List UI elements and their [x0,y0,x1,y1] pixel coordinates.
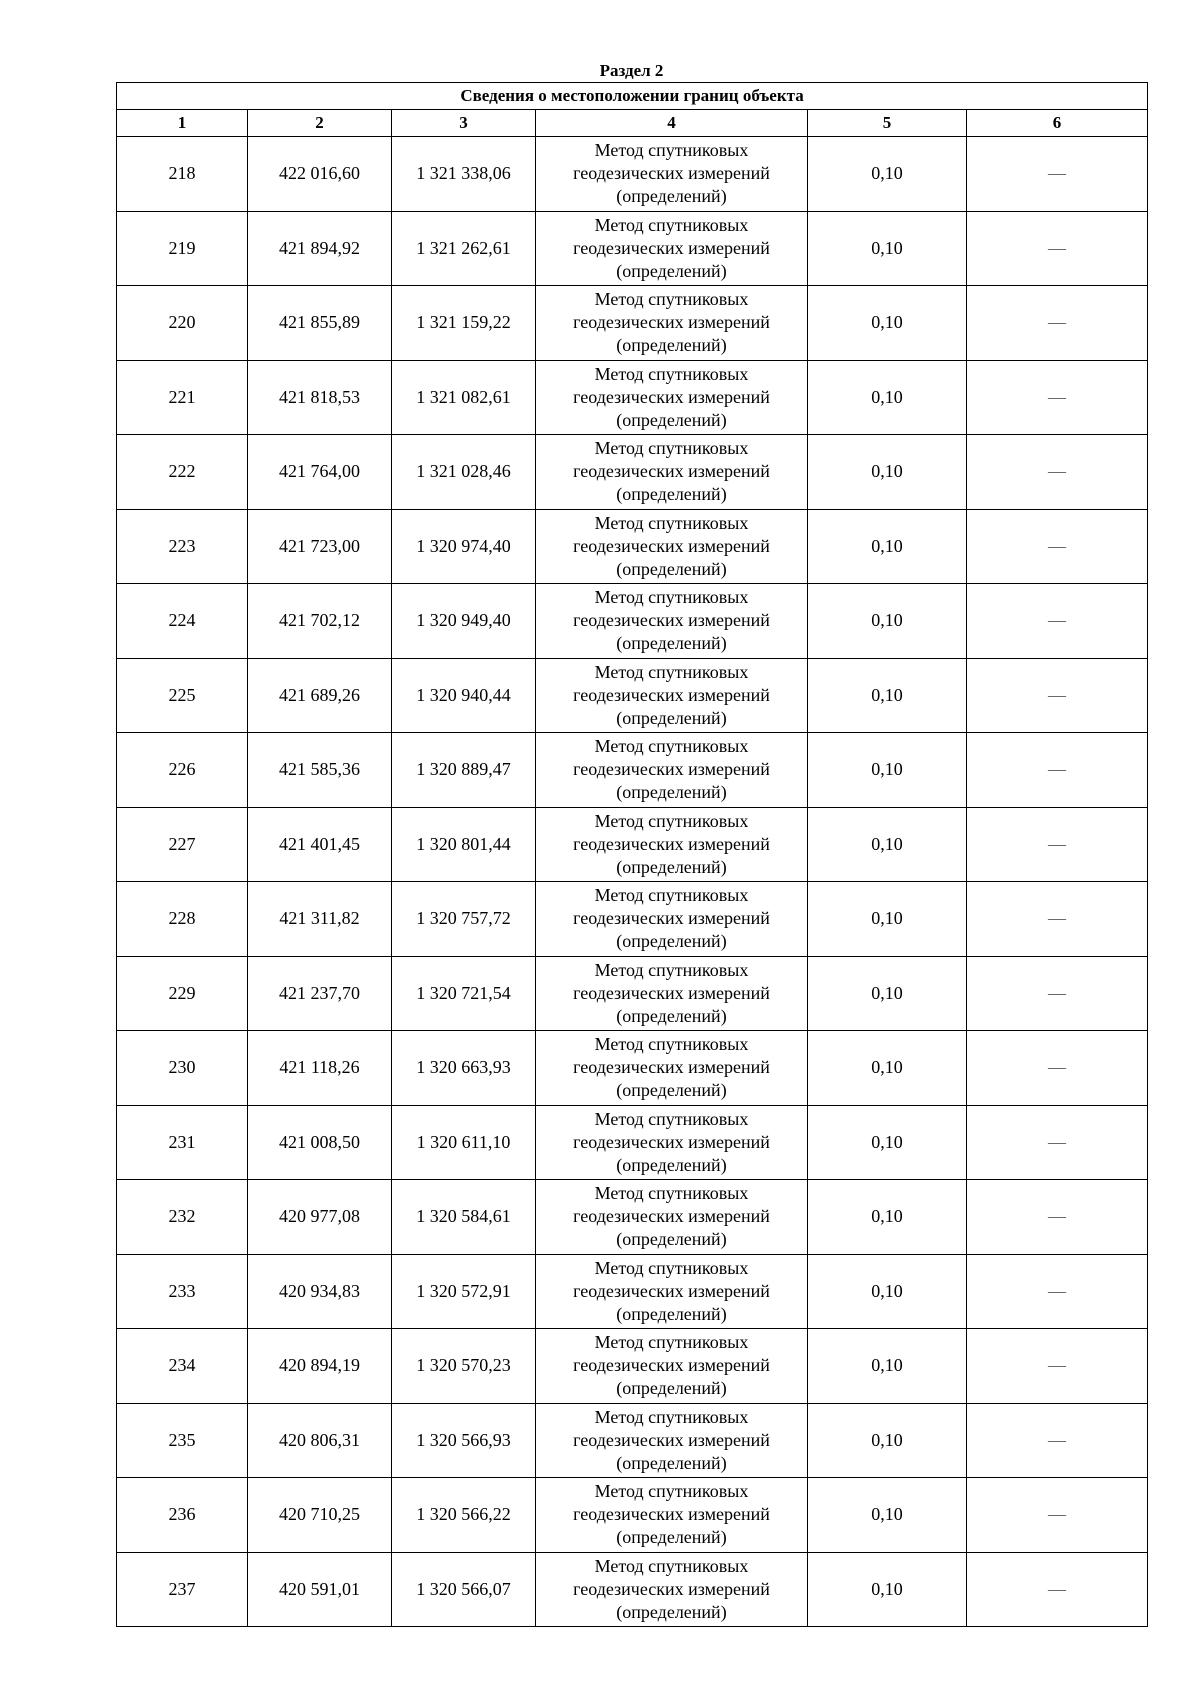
accuracy-cell: 0,10 [808,286,967,361]
column-number: 1 [117,110,248,137]
point-number-cell: 223 [117,509,248,584]
method-line: (определений) [616,1452,727,1473]
method-line: Метод спутниковых [594,959,749,980]
point-number-cell: 232 [117,1180,248,1255]
method-line: геодезических измерений [573,684,770,705]
column-number: 4 [536,110,808,137]
method-line: геодезических измерений [573,1131,770,1152]
method-cell [536,956,808,1031]
accuracy-cell: 0,10 [808,1105,967,1180]
table-row [117,1552,1148,1627]
method-cell [536,882,808,957]
method-line: геодезических измерений [573,759,770,780]
table-row [117,1478,1148,1553]
method-cell [536,1254,808,1329]
x-coordinate-cell: 420 977,08 [248,1180,392,1255]
method-line: Метод спутниковых [594,661,749,682]
method-cell [536,1105,808,1180]
accuracy-cell: 0,10 [808,1329,967,1404]
boundary-coordinates-table [116,82,1148,1627]
accuracy-cell: 0,10 [808,733,967,808]
accuracy-cell: 0,10 [808,360,967,435]
note-cell: — [967,1478,1148,1553]
method-line: (определений) [616,707,727,728]
point-number-cell: 226 [117,733,248,808]
method-cell [536,1031,808,1106]
method-cell [536,733,808,808]
x-coordinate-cell: 421 118,26 [248,1031,392,1106]
method-line: (определений) [616,856,727,877]
note-cell: — [967,956,1148,1031]
point-number-cell: 221 [117,360,248,435]
table-row [117,1031,1148,1106]
table-row [117,733,1148,808]
y-coordinate-cell: 1 320 949,40 [392,584,536,659]
note-cell: — [967,584,1148,659]
table-row [117,1403,1148,1478]
accuracy-cell: 0,10 [808,509,967,584]
method-line: (определений) [616,1303,727,1324]
table-row [117,360,1148,435]
method-line: Метод спутниковых [594,289,749,310]
method-cell [536,509,808,584]
method-cell [536,1478,808,1553]
column-number: 6 [967,110,1148,137]
point-number-cell: 227 [117,807,248,882]
y-coordinate-cell: 1 320 566,93 [392,1403,536,1478]
x-coordinate-cell: 420 894,19 [248,1329,392,1404]
accuracy-cell: 0,10 [808,137,967,212]
y-coordinate-cell: 1 320 721,54 [392,956,536,1031]
accuracy-cell: 0,10 [808,1403,967,1478]
y-coordinate-cell: 1 320 570,23 [392,1329,536,1404]
table-row [117,1105,1148,1180]
y-coordinate-cell: 1 321 338,06 [392,137,536,212]
y-coordinate-cell: 1 320 889,47 [392,733,536,808]
method-cell [536,1329,808,1404]
method-line: Метод спутниковых [594,1034,749,1055]
x-coordinate-cell: 421 401,45 [248,807,392,882]
x-coordinate-cell: 421 311,82 [248,882,392,957]
table-row [117,1329,1148,1404]
x-coordinate-cell: 420 934,83 [248,1254,392,1329]
accuracy-cell: 0,10 [808,1180,967,1255]
table-row [117,956,1148,1031]
x-coordinate-cell: 421 855,89 [248,286,392,361]
point-number-cell: 224 [117,584,248,659]
x-coordinate-cell: 421 764,00 [248,435,392,510]
table-row [117,807,1148,882]
x-coordinate-cell: 421 894,92 [248,211,392,286]
note-cell: — [967,1105,1148,1180]
method-cell [536,584,808,659]
column-number: 5 [808,110,967,137]
accuracy-cell: 0,10 [808,882,967,957]
point-number-cell: 229 [117,956,248,1031]
method-line: Метод спутниковых [594,885,749,906]
method-cell [536,435,808,510]
method-line: геодезических измерений [573,610,770,631]
method-line: геодезических измерений [573,1578,770,1599]
method-cell [536,1180,808,1255]
method-line: (определений) [616,1080,727,1101]
accuracy-cell: 0,10 [808,658,967,733]
y-coordinate-cell: 1 320 663,93 [392,1031,536,1106]
column-number-row [117,110,1148,137]
y-coordinate-cell: 1 320 584,61 [392,1180,536,1255]
accuracy-cell: 0,10 [808,807,967,882]
point-number-cell: 219 [117,211,248,286]
method-line: Метод спутниковых [594,1406,749,1427]
note-cell: — [967,435,1148,510]
method-line: геодезических измерений [573,1355,770,1376]
point-number-cell: 233 [117,1254,248,1329]
method-line: геодезических измерений [573,833,770,854]
x-coordinate-cell: 421 008,50 [248,1105,392,1180]
method-line: (определений) [616,558,727,579]
method-cell [536,360,808,435]
accuracy-cell: 0,10 [808,435,967,510]
method-line: Метод спутниковых [594,1332,749,1353]
table-row [117,882,1148,957]
table-caption: Сведения о местоположении границ объекта [117,83,1148,110]
table-row [117,435,1148,510]
point-number-cell: 222 [117,435,248,510]
method-line: Метод спутниковых [594,512,749,533]
note-cell: — [967,1403,1148,1478]
method-line: геодезических измерений [573,461,770,482]
method-cell [536,658,808,733]
method-line: геодезических измерений [573,386,770,407]
method-line: (определений) [616,931,727,952]
method-line: Метод спутниковых [594,214,749,235]
method-line: (определений) [616,186,727,207]
method-line: Метод спутниковых [594,363,749,384]
method-line: Метод спутниковых [594,1108,749,1129]
y-coordinate-cell: 1 321 028,46 [392,435,536,510]
y-coordinate-cell: 1 320 611,10 [392,1105,536,1180]
method-line: Метод спутниковых [594,140,749,161]
x-coordinate-cell: 421 723,00 [248,509,392,584]
note-cell: — [967,733,1148,808]
x-coordinate-cell: 421 702,12 [248,584,392,659]
method-cell [536,211,808,286]
point-number-cell: 220 [117,286,248,361]
table-row [117,584,1148,659]
section-label: Раздел 2 [599,61,664,80]
point-number-cell: 234 [117,1329,248,1404]
accuracy-cell: 0,10 [808,1552,967,1627]
note-cell: — [967,1254,1148,1329]
table-row [117,1180,1148,1255]
note-cell: — [967,137,1148,212]
point-number-cell: 237 [117,1552,248,1627]
y-coordinate-cell: 1 320 801,44 [392,807,536,882]
method-line: Метод спутниковых [594,587,749,608]
y-coordinate-cell: 1 320 566,22 [392,1478,536,1553]
x-coordinate-cell: 420 591,01 [248,1552,392,1627]
point-number-cell: 230 [117,1031,248,1106]
accuracy-cell: 0,10 [808,1478,967,1553]
method-line: геодезических измерений [573,312,770,333]
y-coordinate-cell: 1 321 262,61 [392,211,536,286]
note-cell: — [967,286,1148,361]
x-coordinate-cell: 421 689,26 [248,658,392,733]
note-cell: — [967,360,1148,435]
point-number-cell: 231 [117,1105,248,1180]
note-cell: — [967,1552,1148,1627]
method-line: (определений) [616,1378,727,1399]
method-line: Метод спутниковых [594,1183,749,1204]
table-row [117,211,1148,286]
method-line: (определений) [616,782,727,803]
x-coordinate-cell: 420 710,25 [248,1478,392,1553]
note-cell: — [967,1031,1148,1106]
method-line: Метод спутниковых [594,1257,749,1278]
method-line: (определений) [616,260,727,281]
point-number-cell: 228 [117,882,248,957]
x-coordinate-cell: 421 585,36 [248,733,392,808]
method-cell [536,1552,808,1627]
method-line: геодезических измерений [573,237,770,258]
table-body [117,137,1148,1627]
method-line: геодезических измерений [573,1206,770,1227]
note-cell: — [967,807,1148,882]
y-coordinate-cell: 1 321 159,22 [392,286,536,361]
table-row [117,286,1148,361]
method-line: геодезических измерений [573,1504,770,1525]
x-coordinate-cell: 420 806,31 [248,1403,392,1478]
x-coordinate-cell: 421 818,53 [248,360,392,435]
method-line: (определений) [616,1601,727,1622]
table-row [117,509,1148,584]
method-line: (определений) [616,409,727,430]
method-line: Метод спутниковых [594,736,749,757]
method-line: геодезических измерений [573,1280,770,1301]
y-coordinate-cell: 1 321 082,61 [392,360,536,435]
method-line: геодезических измерений [573,1429,770,1450]
table-row [117,137,1148,212]
method-line: (определений) [616,633,727,654]
method-line: (определений) [616,484,727,505]
accuracy-cell: 0,10 [808,211,967,286]
point-number-cell: 225 [117,658,248,733]
y-coordinate-cell: 1 320 566,07 [392,1552,536,1627]
method-line: Метод спутниковых [594,1555,749,1576]
point-number-cell: 236 [117,1478,248,1553]
method-line: Метод спутниковых [594,1481,749,1502]
accuracy-cell: 0,10 [808,1031,967,1106]
method-line: геодезических измерений [573,535,770,556]
x-coordinate-cell: 421 237,70 [248,956,392,1031]
note-cell: — [967,211,1148,286]
y-coordinate-cell: 1 320 757,72 [392,882,536,957]
method-line: (определений) [616,1005,727,1026]
accuracy-cell: 0,10 [808,584,967,659]
column-number: 2 [248,110,392,137]
note-cell: — [967,658,1148,733]
note-cell: — [967,882,1148,957]
method-cell [536,807,808,882]
method-line: (определений) [616,1527,727,1548]
method-cell [536,137,808,212]
note-cell: — [967,509,1148,584]
note-cell: — [967,1329,1148,1404]
point-number-cell: 218 [117,137,248,212]
column-number: 3 [392,110,536,137]
method-line: Метод спутниковых [594,438,749,459]
x-coordinate-cell: 422 016,60 [248,137,392,212]
method-line: Метод спутниковых [594,810,749,831]
accuracy-cell: 0,10 [808,956,967,1031]
point-number-cell: 235 [117,1403,248,1478]
table-row [117,1254,1148,1329]
y-coordinate-cell: 1 320 940,44 [392,658,536,733]
method-line: (определений) [616,1154,727,1175]
method-line: геодезических измерений [573,163,770,184]
method-cell [536,286,808,361]
y-coordinate-cell: 1 320 572,91 [392,1254,536,1329]
method-line: геодезических измерений [573,982,770,1003]
note-cell: — [967,1180,1148,1255]
method-line: геодезических измерений [573,908,770,929]
table-row [117,658,1148,733]
method-cell [536,1403,808,1478]
y-coordinate-cell: 1 320 974,40 [392,509,536,584]
accuracy-cell: 0,10 [808,1254,967,1329]
method-line: (определений) [616,1229,727,1250]
method-line: геодезических измерений [573,1057,770,1078]
method-line: (определений) [616,335,727,356]
